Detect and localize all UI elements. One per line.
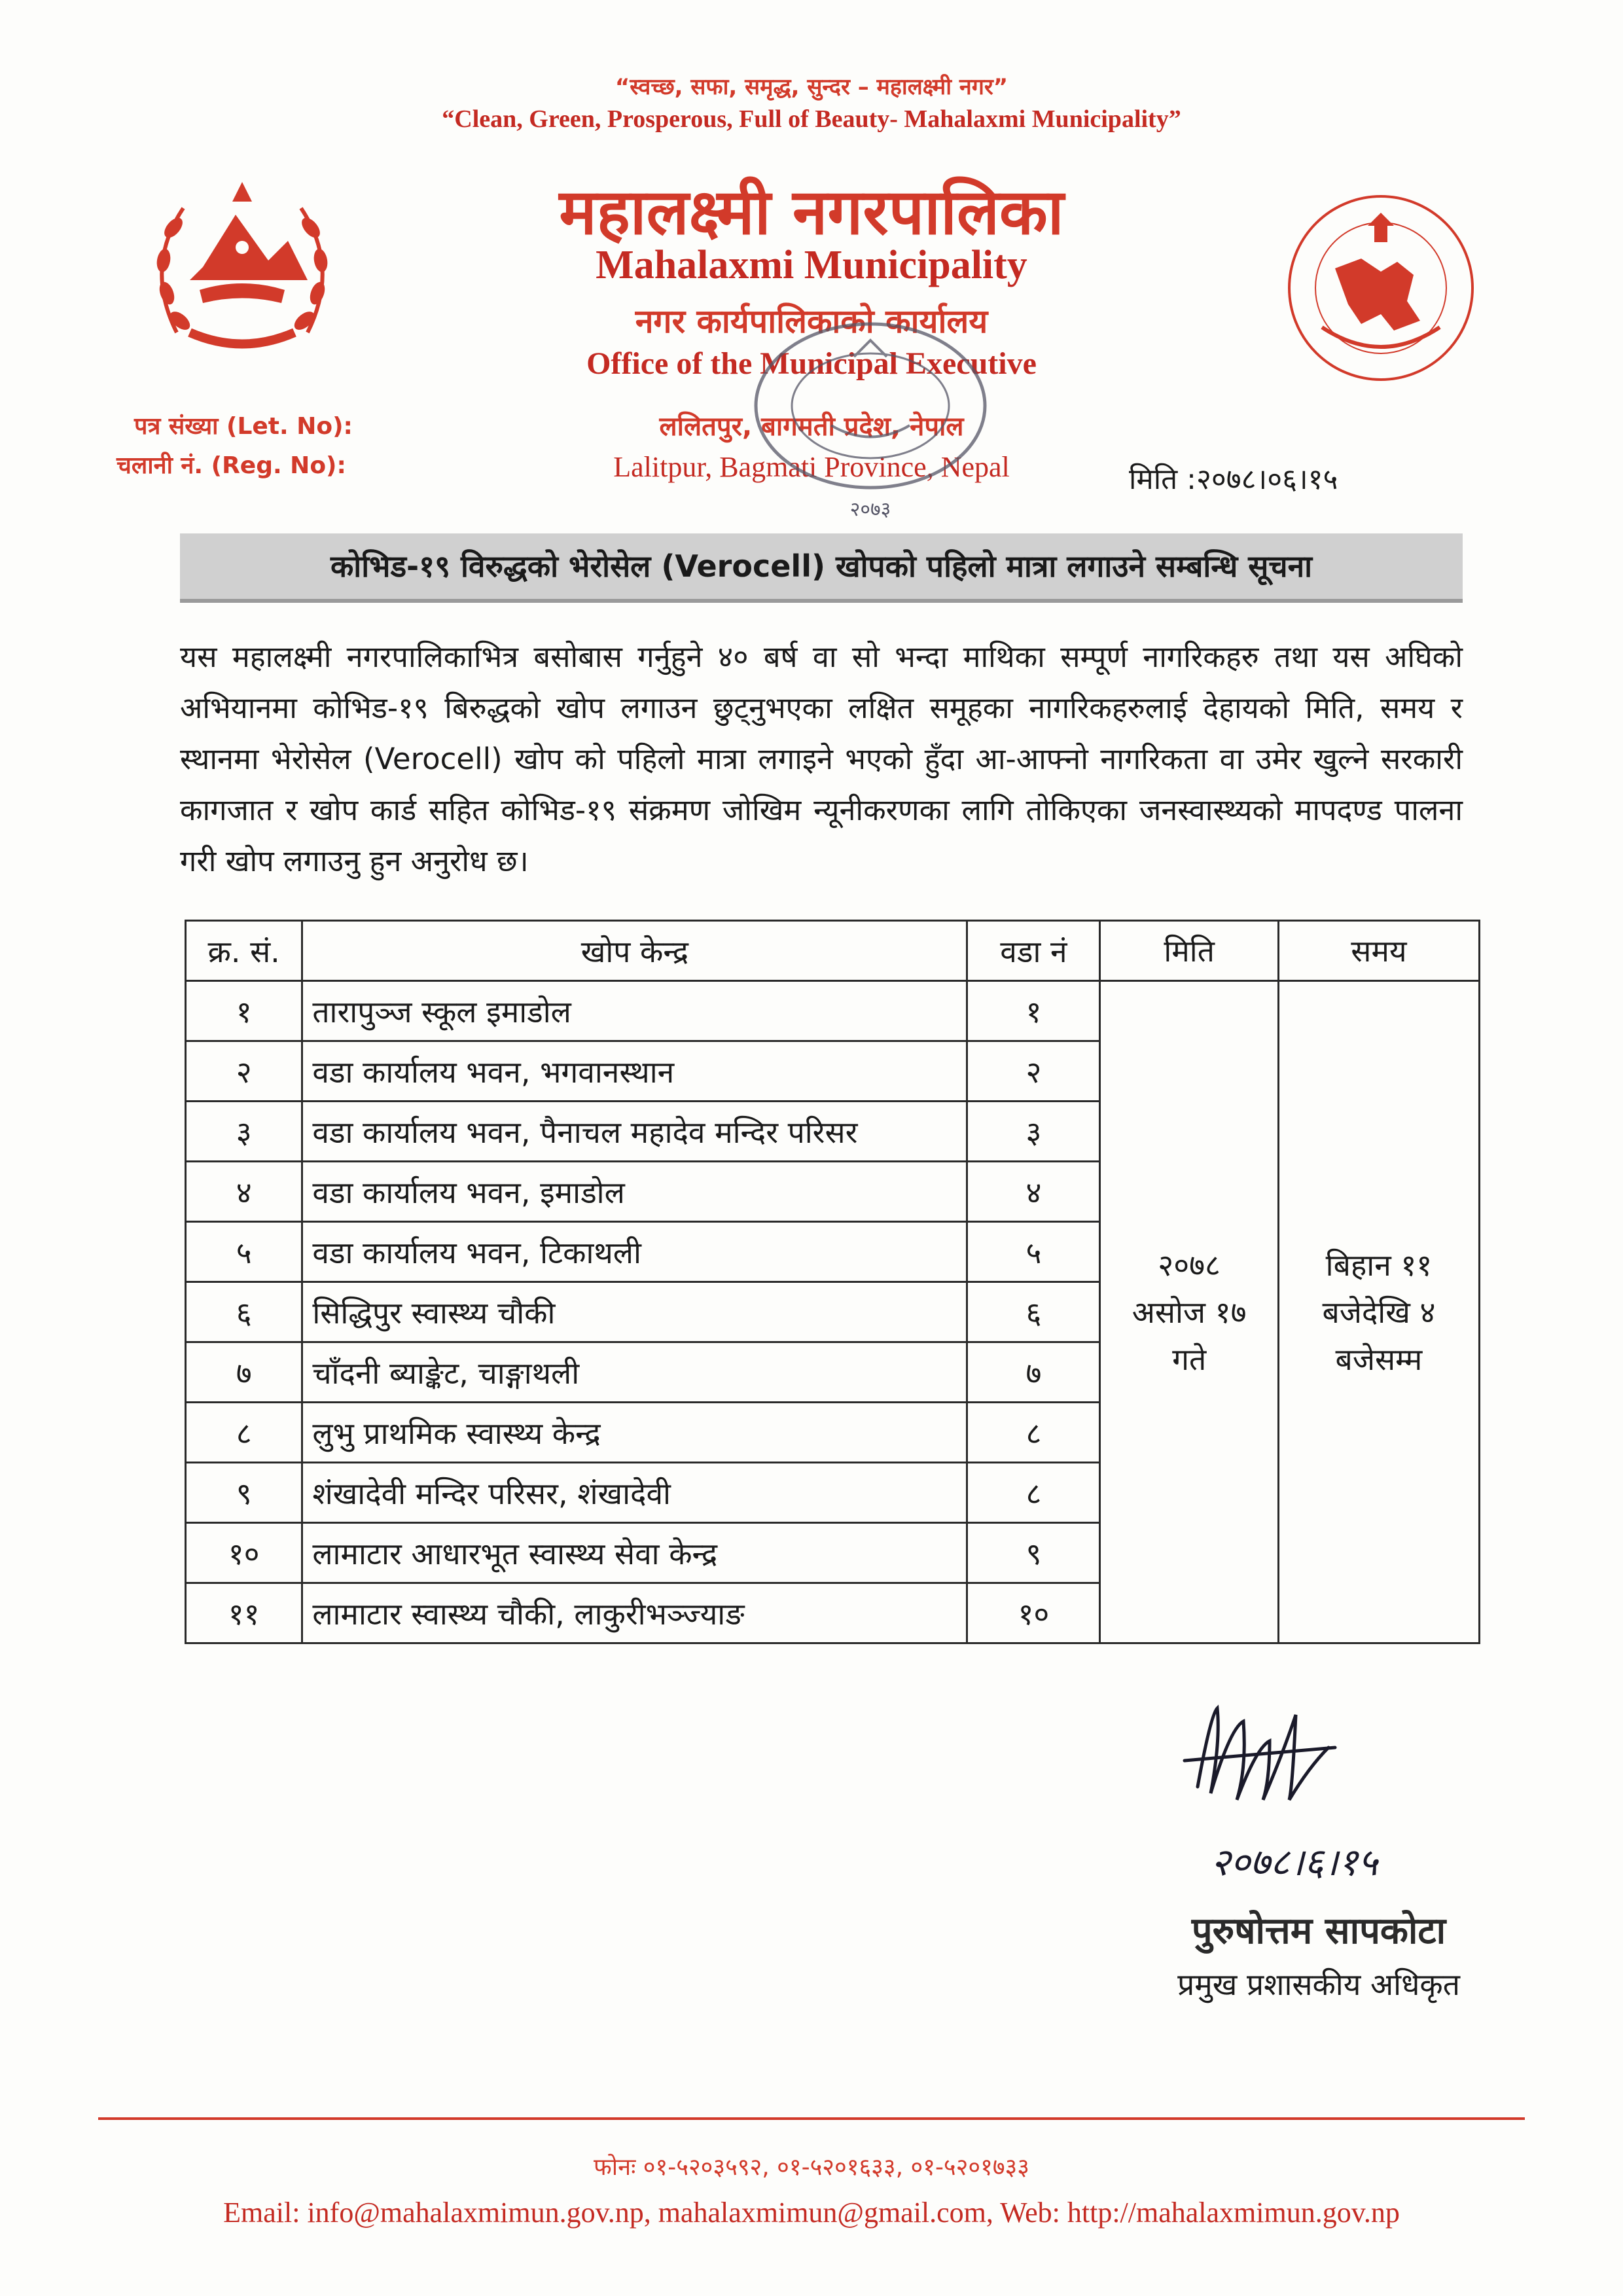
time-line: बजेदेखि ४ (1322, 1294, 1436, 1330)
row-center: तारापुञ्ज स्कूल इमाडोल (302, 981, 967, 1041)
signatory-title: प्रमुख प्रशासकीय अधिकृत (1177, 1967, 1460, 2002)
row-center: चाँदनी ब्याङ्केट, चाङ्गाथली (302, 1342, 967, 1403)
row-ward: २ (967, 1041, 1100, 1102)
row-serial: ५ (186, 1222, 302, 1282)
row-center: लामाटार आधारभूत स्वास्थ्य सेवा केन्द्र (302, 1523, 967, 1583)
stamp-number: २०७३ (849, 498, 891, 521)
vaccination-schedule-table (185, 920, 1480, 1644)
row-ward: ६ (967, 1282, 1100, 1342)
row-serial: ६ (186, 1282, 302, 1342)
row-ward: ८ (967, 1463, 1100, 1523)
slogan-english: “Clean, Green, Prosperous, Full of Beauty- Mahalaxmi Municipality” (442, 105, 1181, 133)
row-ward: ४ (967, 1162, 1100, 1222)
table-header-row (186, 921, 1480, 981)
municipality-name-english: Mahalaxmi Municipality (596, 243, 1027, 287)
date-line: २०७८ (1158, 1247, 1221, 1283)
table-row (186, 981, 1480, 1041)
office-stamp-icon (733, 308, 1008, 530)
header-vaccination-center: खोप केन्द्र (302, 921, 967, 981)
letter-number-label: पत्र संख्या (Let. No): (134, 413, 353, 440)
row-ward: ९ (967, 1523, 1100, 1583)
row-serial: ३ (186, 1102, 302, 1162)
row-center: वडा कार्यालय भवन, टिकाथली (302, 1222, 967, 1282)
time-line: बजेसम्म (1335, 1341, 1423, 1377)
row-center: सिद्धिपुर स्वास्थ्य चौकी (302, 1282, 967, 1342)
row-serial: १ (186, 981, 302, 1041)
office-name-nepali: नगर कार्यपालिकाको कार्यालय (635, 302, 988, 340)
row-serial: २ (186, 1041, 302, 1102)
letter-date: मिति :२०७८।०६।१५ (1129, 463, 1338, 496)
row-serial: ४ (186, 1162, 302, 1222)
signatory-name: पुरुषोत्तम सापकोटा (1191, 1910, 1446, 1952)
row-ward: ३ (967, 1102, 1100, 1162)
row-center: लुभु प्राथमिक स्वास्थ्य केन्द्र (302, 1403, 967, 1463)
date-line: गते (1172, 1341, 1207, 1377)
row-ward: ८ (967, 1403, 1100, 1463)
schedule-date-cell (1100, 981, 1278, 1643)
date-line: असोज १७ (1132, 1294, 1247, 1330)
row-ward: ७ (967, 1342, 1100, 1403)
row-ward: ५ (967, 1222, 1100, 1282)
header-ward: वडा नं (967, 921, 1100, 981)
row-center: वडा कार्यालय भवन, पैनाचल महादेव मन्दिर परिसर (302, 1102, 967, 1162)
registration-number-label: चलानी नं. (Reg. No): (116, 452, 346, 479)
address-english: Lalitpur, Bagmati Province, Nepal (613, 451, 1010, 483)
header-serial: क्र. सं. (186, 921, 302, 981)
row-center: लामाटार स्वास्थ्य चौकी, लाकुरीभञ्ज्याङ (302, 1583, 967, 1643)
notice-subject: कोभिड-१९ विरुद्धको भेरोसेल (Verocell) खोपको पहिलो मात्रा लगाउने सम्बन्धि सूचना (180, 533, 1463, 603)
slogan-nepali: “स्वच्छ, सफा, समृद्ध, सुन्दर – महालक्ष्मी नगर” (615, 74, 1008, 100)
signature-date: २०७८।६।१५ (1211, 1840, 1378, 1884)
row-center: शंखादेवी मन्दिर परिसर, शंखादेवी (302, 1463, 967, 1523)
office-name-english: Office of the Municipal Executive (586, 346, 1037, 381)
row-ward: १० (967, 1583, 1100, 1643)
footer-phone: फोनः ०१-५२०३५९२, ०१-५२०१६३३, ०१-५२०१७३३ (594, 2154, 1029, 2181)
notice-body: यस महालक्ष्मी नगरपालिकाभित्र बसोबास गर्नुहुने ४० बर्ष वा सो भन्दा माथिका सम्पूर्ण नागरिकहरु तथा यस अघिको अभियानमा कोभिड-१९ बिरुद्धको खोप लगाउन छुट्नुभएका लक्षित समूहका नागरिकहरुलाई देहायको मिति, समय र स्थानमा भेरोसेल (Verocell) खोप को पहिलो मात्रा लगाइने भएको हुँदा आ-आफ्नो नागरिकता वा उमेर खुल्ने सरकारी कागजात र खोप कार्ड सहित कोभिड-१९ संक्रमण जोखिम न्यूनीकरणका लागि तोकिएका जनस्वास्थ्यको मापदण्ड पालना गरी खोप लगाउनु हुन अनुरोध छ। (180, 639, 1463, 878)
header-time: समय (1278, 921, 1479, 981)
row-serial: ७ (186, 1342, 302, 1403)
time-line: बिहान ११ (1325, 1247, 1433, 1283)
row-serial: ८ (186, 1403, 302, 1463)
row-center: वडा कार्यालय भवन, भगवानस्थान (302, 1041, 967, 1102)
row-ward: १ (967, 981, 1100, 1041)
footer-contact: Email: info@mahalaxmimun.gov.np, mahalaxmimun@gmail.com, Web: http://mahalaxmimun.gov.np (223, 2197, 1400, 2229)
row-center: वडा कार्यालय भवन, इमाडोल (302, 1162, 967, 1222)
address-nepali: ललितपुर, बागमती प्रदेश, नेपाल (659, 412, 964, 442)
schedule-time-cell (1278, 981, 1479, 1643)
footer-divider (98, 2117, 1525, 2120)
municipality-name-nepali: महालक्ष्मी नगरपालिका (559, 175, 1064, 249)
row-serial: ११ (186, 1583, 302, 1643)
row-serial: १० (186, 1523, 302, 1583)
handwritten-signature (1171, 1689, 1499, 1905)
header-date: मिति (1100, 921, 1278, 981)
row-serial: ९ (186, 1463, 302, 1523)
